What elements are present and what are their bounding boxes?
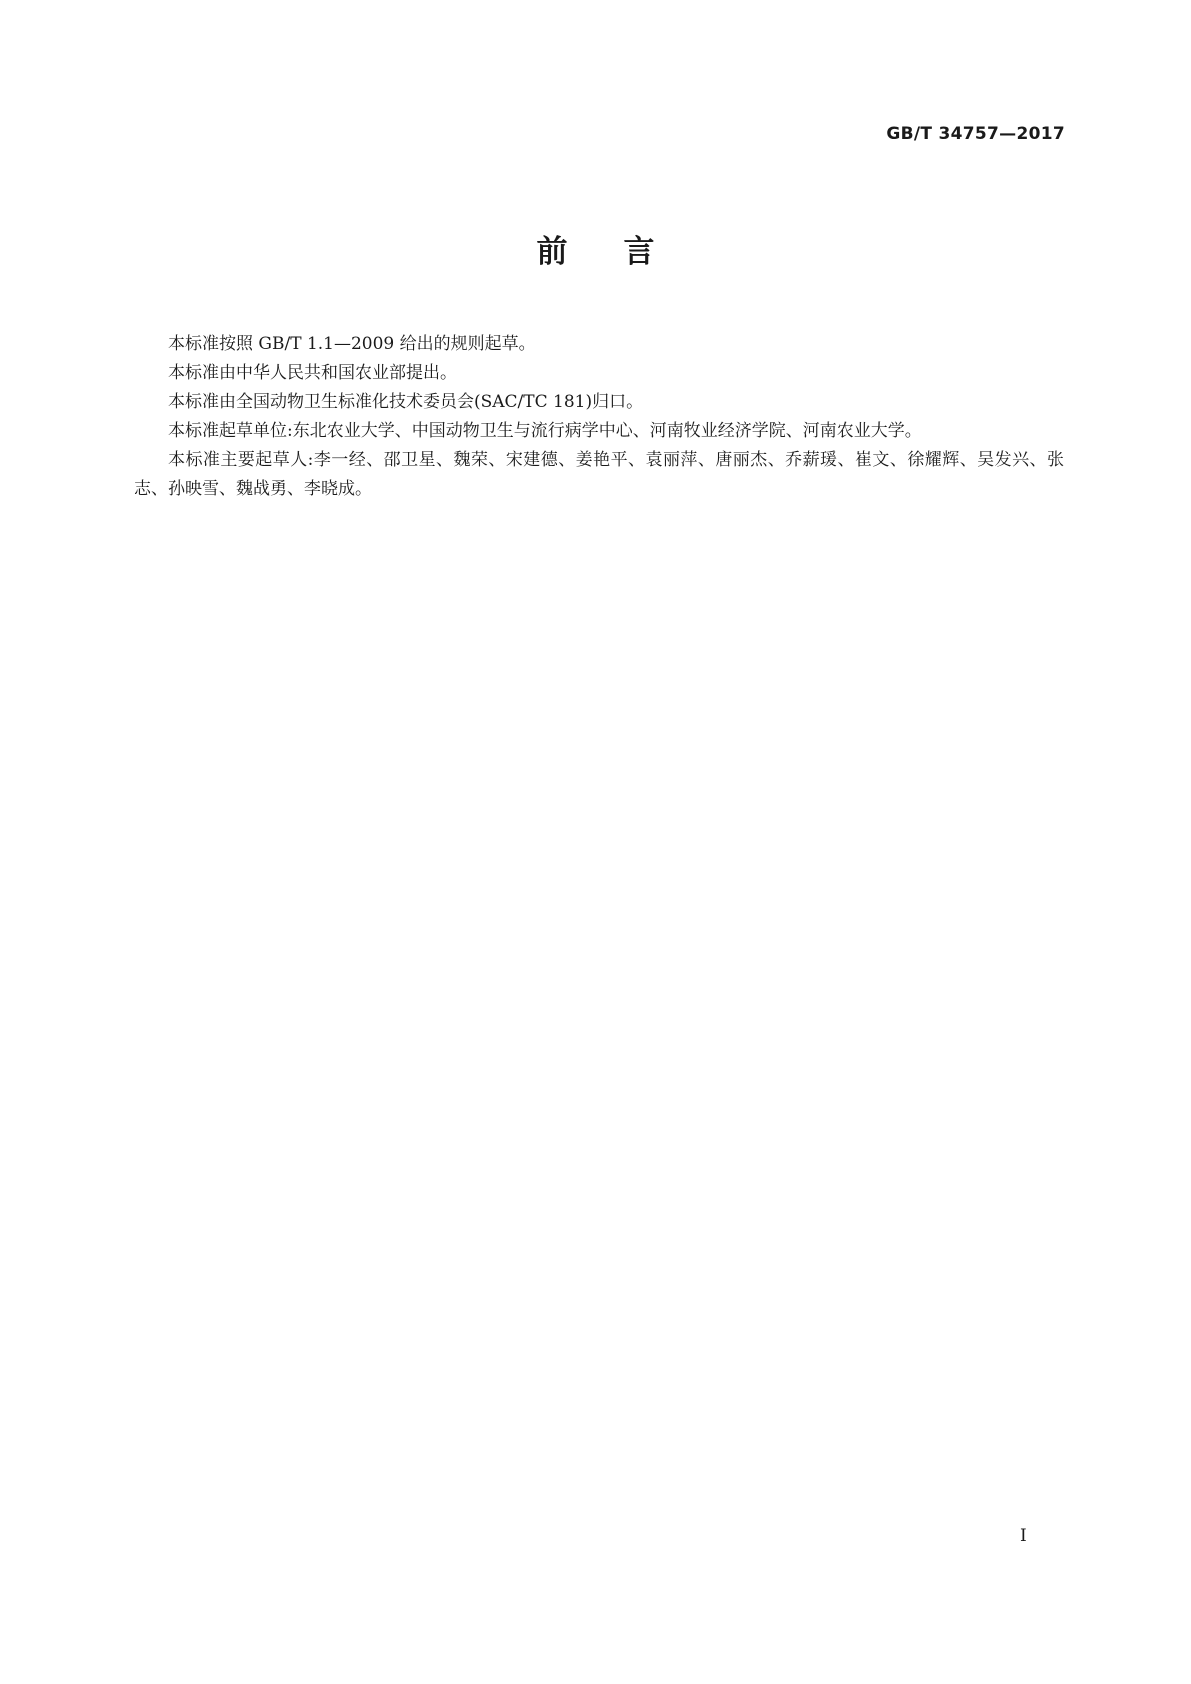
page-title: [0, 226, 1191, 271]
paragraph-drafting-units: 本标准起草单位:东北农业大学、中国动物卫生与流行病学中心、河南牧业经济学院、河南农业大学。: [168, 421, 922, 441]
standard-code: GB/T 34757—2017: [886, 124, 1065, 144]
paragraph-drafters: 本标准主要起草人:李一经、邵卫星、魏荣、宋建德、姜艳平、袁丽萍、唐丽杰、乔薪瑗、崔文、徐耀辉、吴发兴、张志、孙映雪、魏战勇、李晓成。: [134, 450, 1064, 499]
title-char-1: 前: [536, 234, 568, 270]
page-number: I: [1020, 1526, 1027, 1546]
paragraph-responsible-committee: 本标准由全国动物卫生标准化技术委员会(SAC/TC 181)归口。: [168, 392, 644, 412]
paragraph-drafting-rules: 本标准按照 GB/T 1.1—2009 给出的规则起草。: [168, 334, 536, 354]
title-char-2: 言: [623, 234, 655, 270]
paragraph-proposer: 本标准由中华人民共和国农业部提出。: [168, 363, 457, 383]
foreword-body: [134, 330, 1064, 504]
